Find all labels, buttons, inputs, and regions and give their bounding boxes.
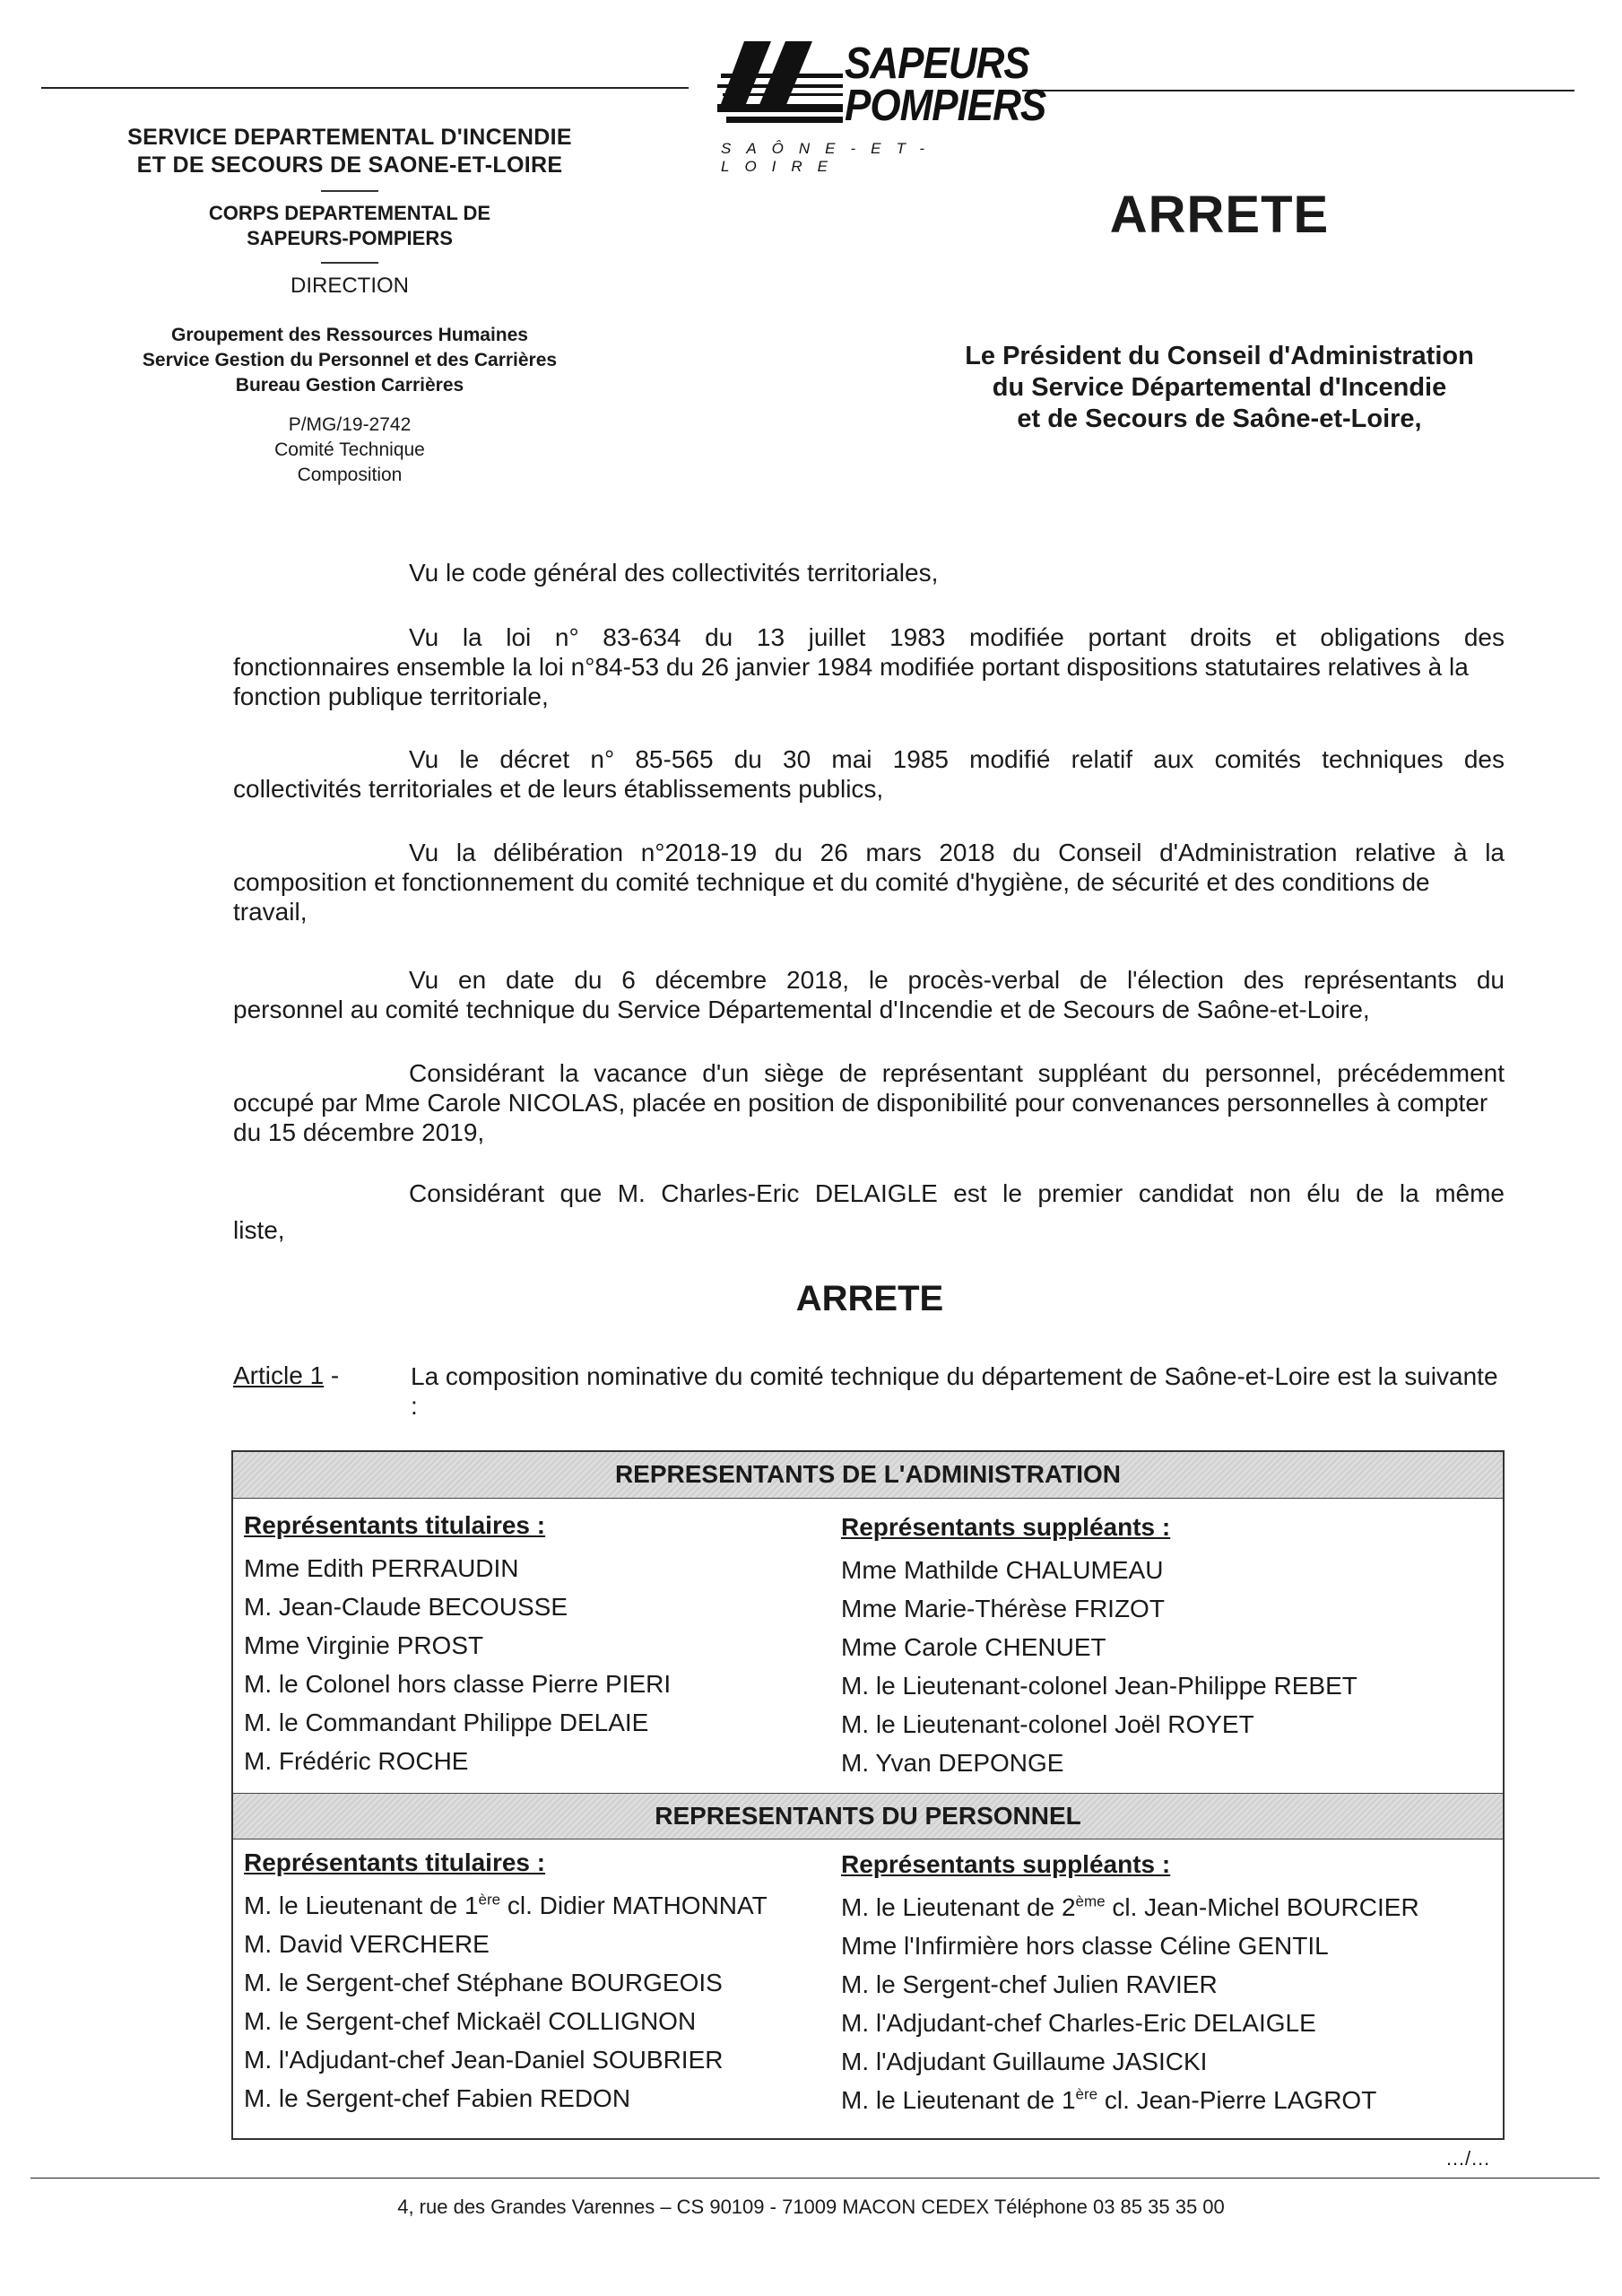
- list-item: M. Yvan DEPONGE: [841, 1749, 1064, 1777]
- list-item: M. le Lieutenant-colonel Joël ROYET: [841, 1710, 1254, 1738]
- list-item: Mme Carole CHENUET: [841, 1633, 1106, 1661]
- org-name-line1: SERVICE DEPARTEMENTAL D'INCENDIE: [127, 125, 572, 150]
- list-item: M. le Lieutenant de 2ème cl. Jean-Michel BOURCIER: [841, 1892, 1419, 1921]
- subject-line1: Comité Technique: [274, 439, 425, 460]
- suppleants-header: Représentants suppléants :: [841, 1850, 1171, 1878]
- titulaires-header: Représentants titulaires :: [244, 1848, 546, 1876]
- article-1-label: Article 1 -: [233, 1361, 340, 1389]
- sapeurs-pompiers-logo: [717, 39, 1046, 175]
- list-item: M. l'Adjudant-chef Jean-Daniel SOUBRIER: [244, 2046, 724, 2074]
- titulaires-header: Représentants titulaires :: [244, 1511, 546, 1539]
- footer-address: 4, rue des Grandes Varennes – CS 90109 - 71009 MACON CEDEX Téléphone 03 85 35 35 00: [397, 2196, 1225, 2218]
- header-rule-left: [41, 87, 689, 89]
- considerant-paragraph-1: Considérant la vacance d'un siège de représentant suppléant du personnel, précédemment occupé par Mme Carole NICOLAS, placée en position de disponibilité pour convenances personnelles à compter du 15 décembre 2019,: [233, 1059, 1505, 1146]
- group-line2: Service Gestion du Personnel et des Carrières: [142, 350, 558, 370]
- list-item: M. le Sergent-chef Mickaël COLLIGNON: [244, 2007, 697, 2035]
- president-line1: Le Président du Conseil d'Administration: [965, 342, 1474, 370]
- list-item: Mme Virginie PROST: [244, 1631, 484, 1659]
- president-line2: du Service Départemental d'Incendie: [992, 373, 1447, 402]
- pers-suppleants-column: [841, 1847, 1501, 2119]
- pers-titulaires-column: [244, 1845, 836, 2118]
- vu-paragraph-5: Vu en date du 6 décembre 2018, le procès-verbal de l'élection des représentants du personnel au comité technique du Service Départemental d'Incendie et de Secours de Saône-et-Loire,: [233, 966, 1505, 1023]
- president-line3: et de Secours de Saône-et-Loire,: [1017, 404, 1422, 433]
- suppleants-header: Représentants suppléants :: [841, 1513, 1171, 1541]
- list-item: M. le Sergent-chef Fabien REDON: [244, 2084, 631, 2112]
- list-item: Mme Edith PERRAUDIN: [244, 1554, 519, 1582]
- list-item: M. le Lieutenant de 1ère cl. Jean-Pierre LAGROT: [841, 2085, 1377, 2114]
- reference-number: P/MG/19-2742: [288, 414, 412, 435]
- vu-paragraph-2: Vu la loi n° 83-634 du 13 juillet 1983 modifiée portant droits et obligations des fonctionnaires ensemble la loi n°84-53 du 26 janvier 1984 modifiée portant dispositions statutaires relatives à la fonction publique territoriale,: [233, 623, 1505, 710]
- president-block: [932, 341, 1506, 435]
- group-line1: Groupement des Ressources Humaines: [171, 325, 528, 345]
- personnel-section-header: REPRESENTANTS DU PERSONNEL: [233, 1793, 1503, 1839]
- separator: [321, 190, 378, 192]
- document-type-title: ARRETE: [1109, 186, 1330, 244]
- corps-line2: SAPEURS-POMPIERS: [247, 227, 453, 249]
- list-item: M. le Colonel hors classe Pierre PIERI: [244, 1670, 672, 1698]
- direction-label: DIRECTION: [291, 274, 409, 298]
- composition-table: [231, 1450, 1505, 2140]
- corps-line1: CORPS DEPARTEMENTAL DE: [208, 202, 491, 224]
- logo-subtitle: SAÔNE-ET-LOIRE: [721, 140, 941, 175]
- logo-wordmark: SAPEURS POMPIERS: [845, 39, 1046, 131]
- list-item: M. Frédéric ROCHE: [244, 1747, 469, 1775]
- considerant-paragraph-2: Considérant que M. Charles-Eric DELAIGLE est le premier candidat non élu de la même liste,: [233, 1179, 1505, 1244]
- vu-paragraph-3: Vu le décret n° 85-565 du 30 mai 1985 modifié relatif aux comités techniques des collectivités territoriales et de leurs établissements publics,: [233, 745, 1505, 803]
- list-item: M. David VERCHERE: [244, 1930, 490, 1958]
- issuing-service-block: [63, 124, 637, 488]
- org-name-line2: ET DE SECOURS DE SAONE-ET-LOIRE: [136, 152, 563, 178]
- article-1-text: La composition nominative du comité technique du département de Saône-et-Loire est la suivante :: [411, 1362, 1498, 1420]
- footer-rule: [30, 2178, 1600, 2179]
- list-item: M. le Lieutenant de 1ère cl. Didier MATHONNAT: [244, 1891, 768, 1919]
- vu-paragraph-1: Vu le code général des collectivités territoriales,: [409, 559, 939, 587]
- list-item: M. le Sergent-chef Julien RAVIER: [841, 1970, 1218, 1998]
- vu-paragraph-4: Vu la délibération n°2018-19 du 26 mars 2018 du Conseil d'Administration relative à la composition et fonctionnement du comité technique et du comité d'hygiène, de sécurité et des conditions de travail,: [233, 839, 1505, 926]
- subject-line2: Composition: [297, 465, 403, 485]
- list-item: Mme Marie-Thérèse FRIZOT: [841, 1595, 1165, 1622]
- list-item: M. l'Adjudant-chef Charles-Eric DELAIGLE: [841, 2009, 1316, 2037]
- separator: [321, 262, 378, 264]
- admin-titulaires-column: [244, 1508, 827, 1780]
- flame-emblem-icon: [717, 41, 843, 138]
- list-item: M. Jean-Claude BECOUSSE: [244, 1593, 568, 1621]
- list-item: M. l'Adjudant Guillaume JASICKI: [841, 2048, 1208, 2075]
- list-item: M. le Lieutenant-colonel Jean-Philippe REBET: [841, 1672, 1357, 1700]
- header-rule-right: [1022, 90, 1574, 91]
- list-item: Mme Mathilde CHALUMEAU: [841, 1556, 1164, 1584]
- admin-suppleants-column: [841, 1509, 1496, 1782]
- admin-section-header: REPRESENTANTS DE L'ADMINISTRATION: [233, 1452, 1503, 1499]
- list-item: Mme l'Infirmière hors classe Céline GENTIL: [841, 1932, 1329, 1960]
- list-item: M. le Commandant Philippe DELAIE: [244, 1709, 649, 1736]
- continuation-marker: …/…: [1445, 2147, 1491, 2170]
- decision-title: ARRETE: [795, 1279, 944, 1318]
- group-line3: Bureau Gestion Carrières: [235, 375, 464, 396]
- list-item: M. le Sergent-chef Stéphane BOURGEOIS: [244, 1969, 723, 1996]
